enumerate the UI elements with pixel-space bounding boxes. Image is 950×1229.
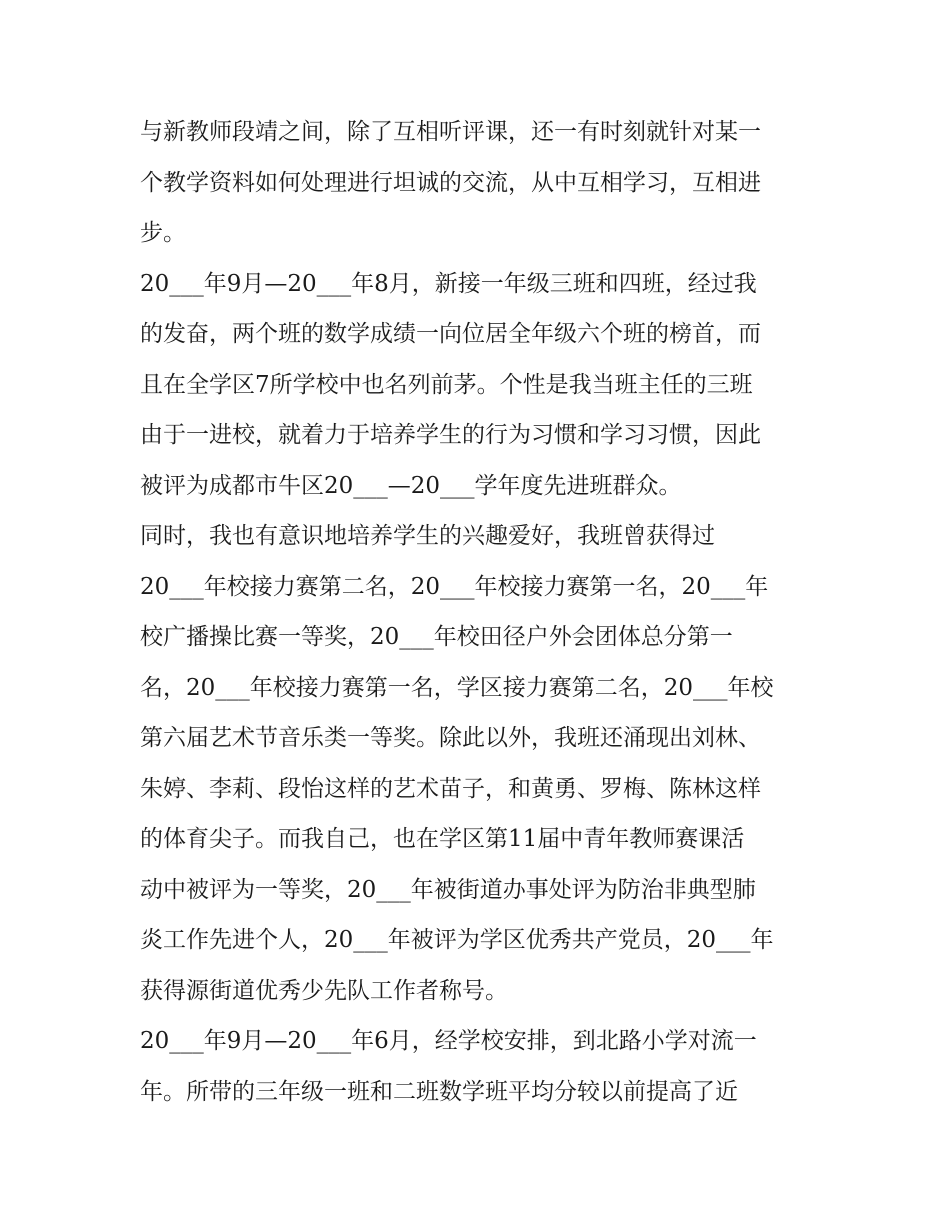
text-line: 20___年校接力赛第二名，20___年校接力赛第一名，20___年 (140, 573, 769, 600)
text-line: 的体育尖子。而我自己，也在学区第11届中青年教师赛课活 (140, 826, 745, 852)
text-line: 的发奋，两个班的数学成绩一向位居全年级六个班的榜首，而 (140, 321, 761, 347)
text-line: 朱婷、李莉、段怡这样的艺术苗子，和黄勇、罗梅、陈林这样 (140, 775, 761, 802)
text-line: 步。 (140, 220, 186, 246)
text-line: 个教学资料如何处理进行坦诚的交流，从中互相学习，互相进 (140, 169, 761, 196)
text-line: 20___年9月—20___年6月，经学校安排，到北路小学对流一 (140, 1028, 757, 1054)
text-line: 20___年9月—20___年8月，新接一年级三班和四班，经过我 (140, 270, 757, 297)
document-body (140, 107, 812, 1117)
text-line: 同时，我也有意识地培养学生的兴趣爱好，我班曾获得过 (140, 523, 715, 549)
text-line: 由于一进校，就着力于培养学生的行为习惯和学习习惯，因此 (140, 422, 761, 448)
text-line: 被评为成都市牛区20___—20___学年度先进班群众。 (140, 472, 682, 499)
text-line: 与新教师段靖之间，除了互相听评课，还一有时刻就针对某一 (140, 119, 761, 145)
text-line: 名，20___年校接力赛第一名，学区接力赛第二名，20___年校 (140, 674, 774, 701)
text-line: 获得源街道优秀少先队工作者称号。 (140, 977, 508, 1004)
text-line: 动中被评为一等奖，20___年被街道办事处评为防治非典型肺 (140, 876, 756, 903)
text-line: 年。所带的三年级一班和二班数学班平均分较以前提高了近 (140, 1078, 738, 1105)
text-line: 炎工作先进个人，20___年被评为学区优秀共产党员，20___年 (140, 927, 774, 953)
text-line: 校广播操比赛一等奖，20___年校田径户外会团体总分第一 (140, 624, 733, 650)
text-line: 且在全学区7所学校中也名列前茅。个性是我当班主任的三班 (140, 371, 753, 398)
text-line: 第六届艺术节音乐类一等奖。除此以外，我班还涌现出刘林、 (140, 725, 761, 751)
